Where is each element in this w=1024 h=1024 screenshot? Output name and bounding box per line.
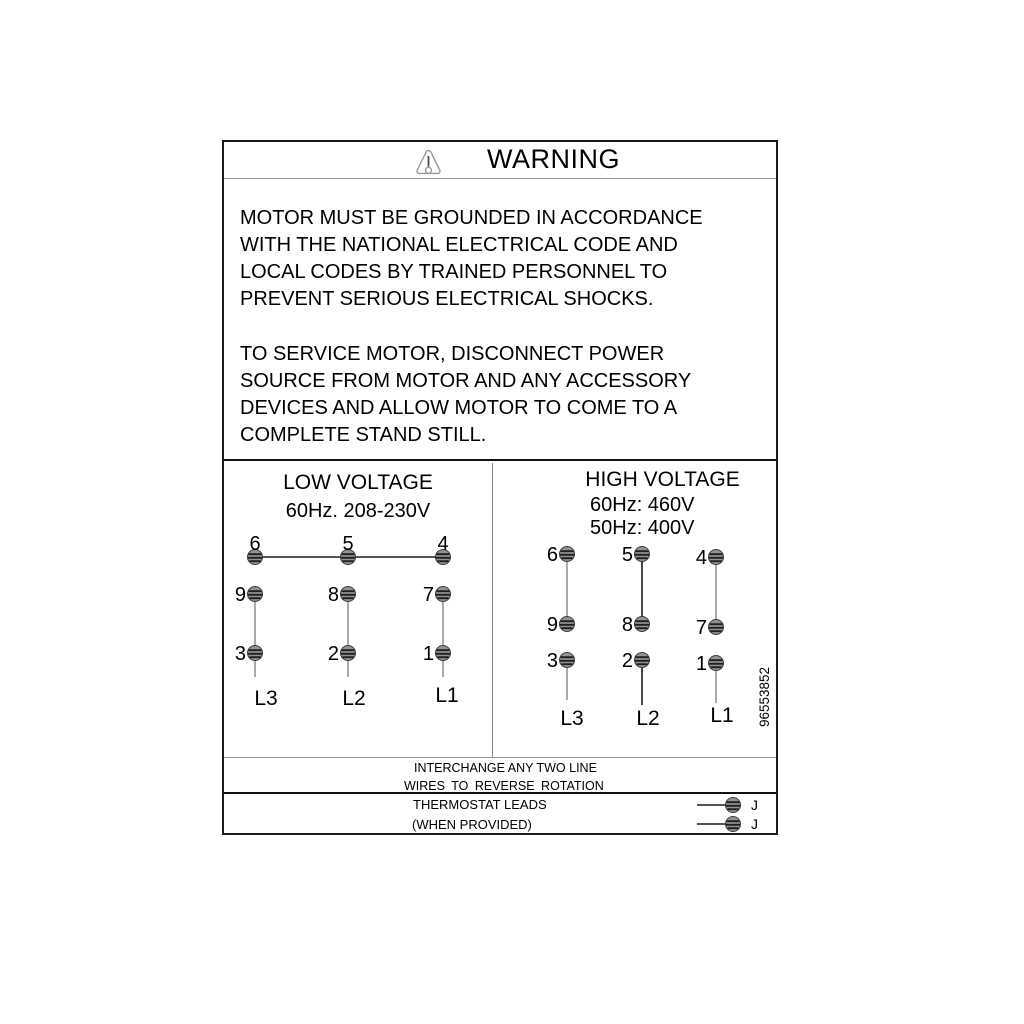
exclamation-dot xyxy=(426,167,432,173)
terminal-number: 4 xyxy=(695,547,707,569)
terminal-icon xyxy=(635,547,650,562)
warning-line: DEVICES AND ALLOW MOTOR TO COME TO A xyxy=(240,397,678,419)
terminal-number: 7 xyxy=(695,617,707,639)
terminal-number: 3 xyxy=(546,650,558,672)
terminal-number: 6 xyxy=(546,544,558,566)
terminal-number: 3 xyxy=(234,643,246,665)
terminal-icon xyxy=(341,587,356,602)
terminal-number: 1 xyxy=(422,643,434,665)
terminal-number: 8 xyxy=(621,614,633,636)
terminal-icon xyxy=(560,617,575,632)
line-label: L2 xyxy=(636,707,660,730)
warning-paragraph-1 xyxy=(240,205,776,313)
terminal-icon xyxy=(709,550,724,565)
line-label: L3 xyxy=(560,707,584,730)
line-label: L1 xyxy=(435,684,459,707)
label-header xyxy=(224,142,776,179)
low-voltage-subtitle: 60Hz. 208-230V xyxy=(285,500,431,522)
terminal-number: 2 xyxy=(327,643,339,665)
low-voltage-title: LOW VOLTAGE xyxy=(283,471,433,494)
terminal-icon xyxy=(248,646,263,661)
thermostat-note-line1: THERMOSTAT LEADS xyxy=(413,797,547,812)
terminal-icon xyxy=(248,587,263,602)
part-number: 96553852 xyxy=(757,666,772,727)
rotation-note-line2: WIRES TO REVERSE ROTATION xyxy=(404,779,604,793)
terminal-number: 1 xyxy=(695,653,707,675)
warning-line: SOURCE FROM MOTOR AND ANY ACCESSORY xyxy=(240,370,692,392)
terminal-number: 5 xyxy=(621,544,633,566)
warning-line: MOTOR MUST BE GROUNDED IN ACCORDANCE xyxy=(240,207,703,229)
thermostat-note xyxy=(224,794,776,833)
thermostat-leads-graphic xyxy=(679,794,779,833)
high-voltage-section xyxy=(492,463,778,757)
terminal-number: 5 xyxy=(342,533,354,555)
terminal-icon xyxy=(709,656,724,671)
rotation-note-line1: INTERCHANGE ANY TWO LINE xyxy=(414,761,597,775)
lead-label-j: J xyxy=(751,797,758,813)
high-voltage-ratings xyxy=(590,494,695,540)
terminal-number: 4 xyxy=(437,533,449,555)
warning-line: PREVENT SERIOUS ELECTRICAL SHOCKS. xyxy=(240,288,654,310)
high-voltage-title: HIGH VOLTAGE xyxy=(585,468,740,491)
terminal-number: 9 xyxy=(234,584,246,606)
terminal-number: 7 xyxy=(422,584,434,606)
terminal-number: 6 xyxy=(249,533,261,555)
warning-line: LOCAL CODES BY TRAINED PERSONNEL TO xyxy=(240,261,668,283)
terminal-icon xyxy=(726,817,741,832)
terminal-icon xyxy=(341,646,356,661)
rotation-note xyxy=(224,757,776,794)
line-label: L2 xyxy=(342,687,366,710)
thermostat-note-line2: (WHEN PROVIDED) xyxy=(412,817,532,832)
warning-line: WITH THE NATIONAL ELECTRICAL CODE AND xyxy=(240,234,678,256)
terminal-number: 8 xyxy=(327,584,339,606)
lead-label-j: J xyxy=(751,816,758,832)
warning-title: WARNING xyxy=(487,144,620,174)
terminal-icon xyxy=(560,547,575,562)
terminal-icon xyxy=(635,653,650,668)
warning-line: COMPLETE STAND STILL. xyxy=(240,424,487,446)
line-label: L1 xyxy=(710,704,734,727)
rating-60hz: 60Hz: 460V xyxy=(590,494,695,516)
rating-50hz: 50Hz: 400V xyxy=(590,517,695,539)
warning-text-block xyxy=(224,179,776,461)
terminal-icon xyxy=(436,646,451,661)
low-voltage-section xyxy=(224,463,492,757)
warning-label xyxy=(222,140,778,835)
terminal-number: 9 xyxy=(546,614,558,636)
warning-triangle-icon xyxy=(415,149,442,175)
warning-line: TO SERVICE MOTOR, DISCONNECT POWER xyxy=(240,343,665,365)
terminal-icon xyxy=(560,653,575,668)
terminal-icon xyxy=(726,798,741,813)
terminal-icon xyxy=(709,620,724,635)
terminal-icon xyxy=(635,617,650,632)
terminal-number: 2 xyxy=(621,650,633,672)
warning-paragraph-2 xyxy=(240,341,776,449)
line-label: L3 xyxy=(254,687,278,710)
wiring-diagrams xyxy=(224,463,776,757)
terminal-icon xyxy=(436,587,451,602)
